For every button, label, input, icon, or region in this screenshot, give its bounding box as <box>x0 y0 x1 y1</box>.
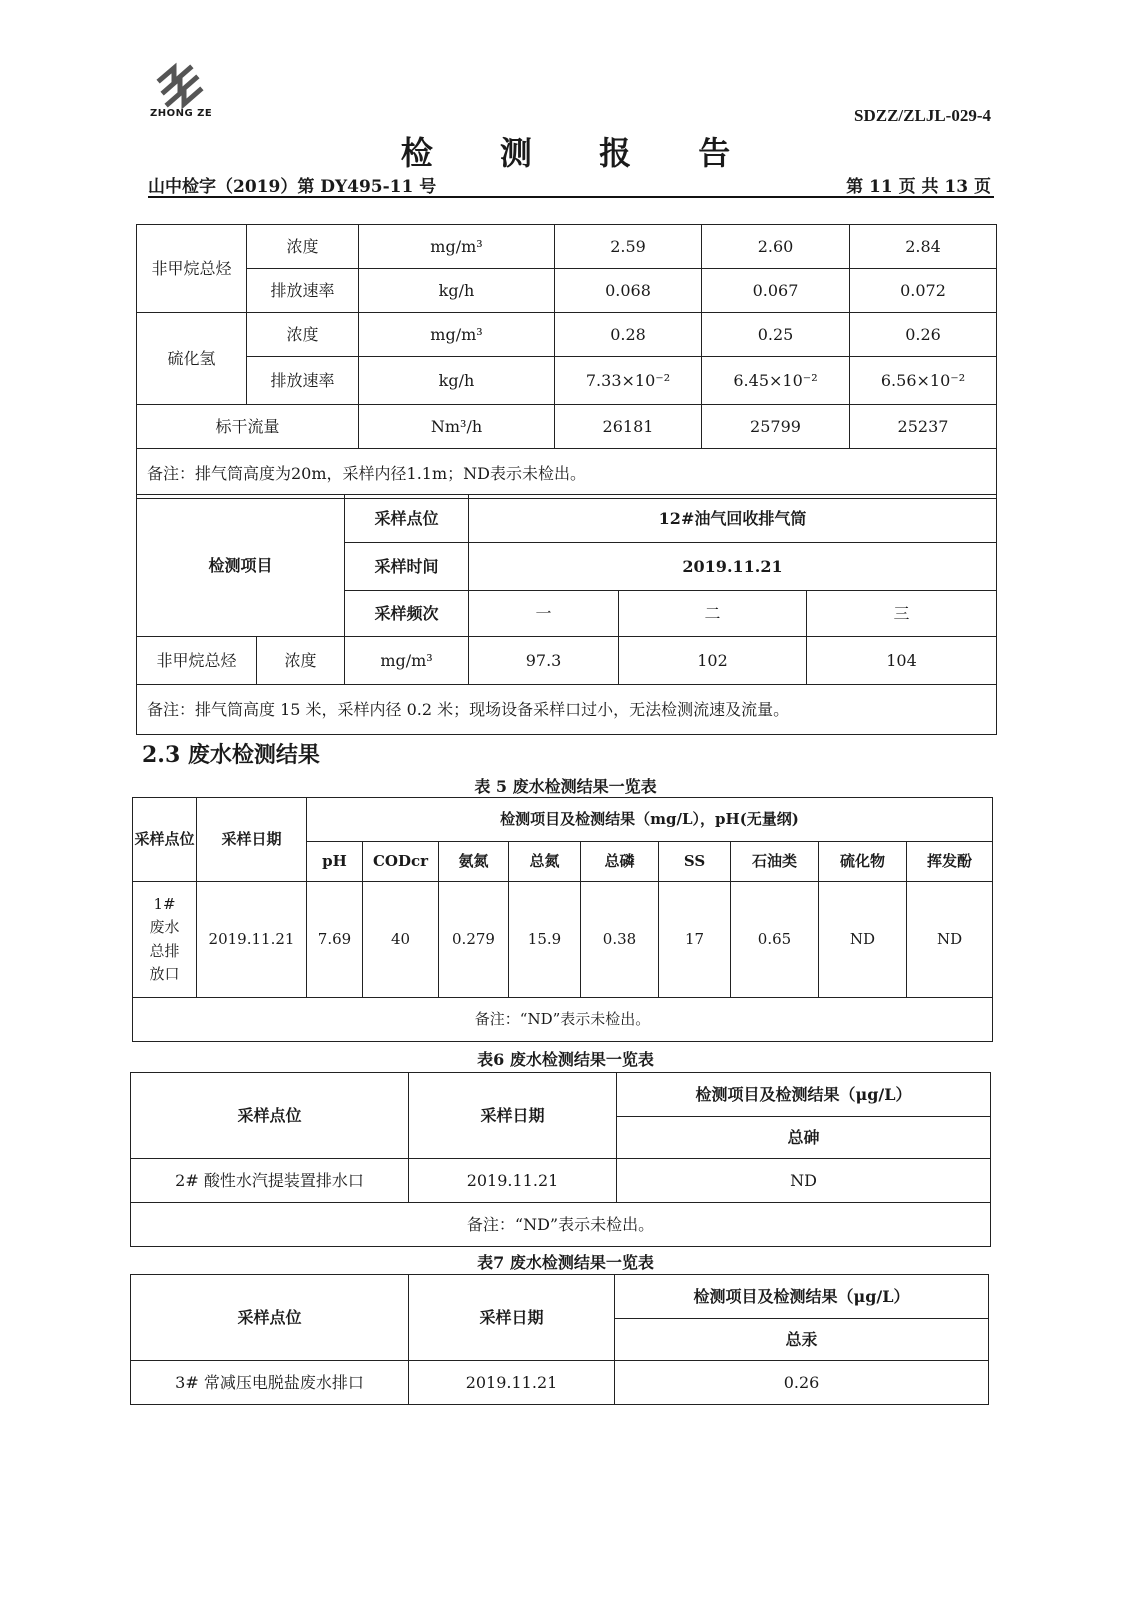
wastewater-table-5 <box>132 797 993 1042</box>
item-header: 总汞 <box>615 1319 989 1361</box>
point-cell: 2# 酸性水汽提装置排水口 <box>131 1159 409 1203</box>
date-header: 采样日期 <box>197 798 307 882</box>
item-header: 总砷 <box>617 1117 991 1159</box>
table-row <box>137 269 997 313</box>
table-note: 备注：“ND”表示未检出。 <box>133 998 993 1042</box>
pollutant-name: 硫化氢 <box>137 313 247 405</box>
value-cell: 0.279 <box>439 882 509 998</box>
item-header: 氨氮 <box>439 842 509 882</box>
table-row <box>137 449 997 499</box>
logo-text: ZHONG ZE <box>150 108 213 119</box>
date-header: 采样日期 <box>409 1073 617 1159</box>
table-row <box>131 1073 991 1117</box>
table-row <box>131 1159 991 1203</box>
date-cell: 2019.11.21 <box>197 882 307 998</box>
item-cell: 浓度 <box>257 637 345 685</box>
value-cell: 0.25 <box>702 313 850 357</box>
exhaust-12-table <box>136 494 997 735</box>
value-cell: 2.60 <box>702 225 850 269</box>
unit-cell: kg/h <box>359 357 555 405</box>
value-cell: 25799 <box>702 405 850 449</box>
point-cell: 3# 常减压电脱盐废水排口 <box>131 1361 409 1405</box>
table-row <box>131 1275 989 1319</box>
unit-cell: mg/m³ <box>345 637 469 685</box>
value-cell: 0.65 <box>731 882 819 998</box>
table-row <box>131 1203 991 1247</box>
value-cell: 102 <box>619 637 807 685</box>
section-title: 2.3 废水检测结果 <box>142 742 320 768</box>
document-code: SDZZ/ZLJL-029-4 <box>854 106 991 125</box>
value-cell: 0.38 <box>581 882 659 998</box>
table-row <box>133 798 993 842</box>
table-row <box>133 882 993 998</box>
table-row <box>133 998 993 1042</box>
table-row <box>137 357 997 405</box>
item-header: 硫化物 <box>819 842 907 882</box>
items-group-header: 检测项目及检测结果（μg/L） <box>617 1073 991 1117</box>
item-cell: 浓度 <box>247 225 359 269</box>
value-cell: 7.69 <box>307 882 363 998</box>
table-row <box>131 1361 989 1405</box>
date-cell: 2019.11.21 <box>409 1159 617 1203</box>
item-header: 总氮 <box>509 842 581 882</box>
table-caption: 表6 废水检测结果一览表 <box>477 1050 654 1069</box>
time-label: 采样时间 <box>345 543 469 591</box>
value-cell: 0.072 <box>850 269 997 313</box>
value-cell: ND <box>907 882 993 998</box>
value-cell: ND <box>819 882 907 998</box>
value-cell: ND <box>617 1159 991 1203</box>
table-note: 备注：排气筒高度为20m，采样内径1.1m；ND表示未检出。 <box>137 449 997 499</box>
emission-table-continued <box>136 224 997 499</box>
point-header: 采样点位 <box>133 798 197 882</box>
value-cell: 7.33×10⁻² <box>555 357 702 405</box>
header-divider <box>148 196 994 198</box>
date-cell: 2019.11.21 <box>409 1361 615 1405</box>
pollutant-name: 非甲烷总烃 <box>137 225 247 313</box>
items-group-header: 检测项目及检测结果（mg/L），pH(无量纲) <box>307 798 993 842</box>
flow-label: 标干流量 <box>137 405 359 449</box>
value-cell: 104 <box>807 637 997 685</box>
unit-cell: mg/m³ <box>359 313 555 357</box>
point-header: 采样点位 <box>131 1275 409 1361</box>
item-cell: 浓度 <box>247 313 359 357</box>
value-cell: 0.068 <box>555 269 702 313</box>
wastewater-table-6 <box>130 1072 991 1247</box>
table-row <box>137 685 997 735</box>
item-header: 总磷 <box>581 842 659 882</box>
table-note: 备注：排气筒高度 15 米，采样内径 0.2 米；现场设备采样口过小，无法检测流速及流量。 <box>137 685 997 735</box>
value-cell: 6.45×10⁻² <box>702 357 850 405</box>
table-row <box>137 313 997 357</box>
item-cell: 排放速率 <box>247 269 359 313</box>
value-cell: 0.28 <box>555 313 702 357</box>
freq-value: 一 <box>469 591 619 637</box>
value-cell: 26181 <box>555 405 702 449</box>
table-row <box>137 225 997 269</box>
freq-value: 三 <box>807 591 997 637</box>
value-cell: 15.9 <box>509 882 581 998</box>
item-header: 石油类 <box>731 842 819 882</box>
items-group-header: 检测项目及检测结果（μg/L） <box>615 1275 989 1319</box>
point-label: 采样点位 <box>345 495 469 543</box>
table-row <box>137 495 997 543</box>
value-cell: 2.84 <box>850 225 997 269</box>
value-cell: 97.3 <box>469 637 619 685</box>
value-cell: 17 <box>659 882 731 998</box>
table-caption: 表7 废水检测结果一览表 <box>477 1253 654 1272</box>
unit-cell: Nm³/h <box>359 405 555 449</box>
value-cell: 6.56×10⁻² <box>850 357 997 405</box>
item-header: pH <box>307 842 363 882</box>
value-cell: 0.067 <box>702 269 850 313</box>
item-header: 检测项目 <box>137 495 345 637</box>
page-title: 检 测 报 告 <box>400 134 759 172</box>
table-row <box>137 637 997 685</box>
time-value: 2019.11.21 <box>469 543 997 591</box>
point-value: 12#油气回收排气筒 <box>469 495 997 543</box>
page-indicator: 第 11 页 共 13 页 <box>846 177 991 197</box>
freq-value: 二 <box>619 591 807 637</box>
table-row <box>137 405 997 449</box>
unit-cell: kg/h <box>359 269 555 313</box>
date-header: 采样日期 <box>409 1275 615 1361</box>
report-number: 山中检字（2019）第 DY495-11 号 <box>148 177 437 197</box>
unit-cell: mg/m³ <box>359 225 555 269</box>
table-note: 备注：“ND”表示未检出。 <box>131 1203 991 1247</box>
value-cell: 0.26 <box>615 1361 989 1405</box>
item-header: SS <box>659 842 731 882</box>
value-cell: 25237 <box>850 405 997 449</box>
item-header: 挥发酚 <box>907 842 993 882</box>
value-cell: 0.26 <box>850 313 997 357</box>
value-cell: 40 <box>363 882 439 998</box>
wastewater-table-7 <box>130 1274 989 1405</box>
point-header: 采样点位 <box>131 1073 409 1159</box>
item-cell: 排放速率 <box>247 357 359 405</box>
item-header: CODcr <box>363 842 439 882</box>
point-cell: 1#废水总排放口 <box>133 882 197 998</box>
table-caption: 表 5 废水检测结果一览表 <box>474 777 657 796</box>
value-cell: 2.59 <box>555 225 702 269</box>
pollutant-name: 非甲烷总烃 <box>137 637 257 685</box>
freq-label: 采样频次 <box>345 591 469 637</box>
